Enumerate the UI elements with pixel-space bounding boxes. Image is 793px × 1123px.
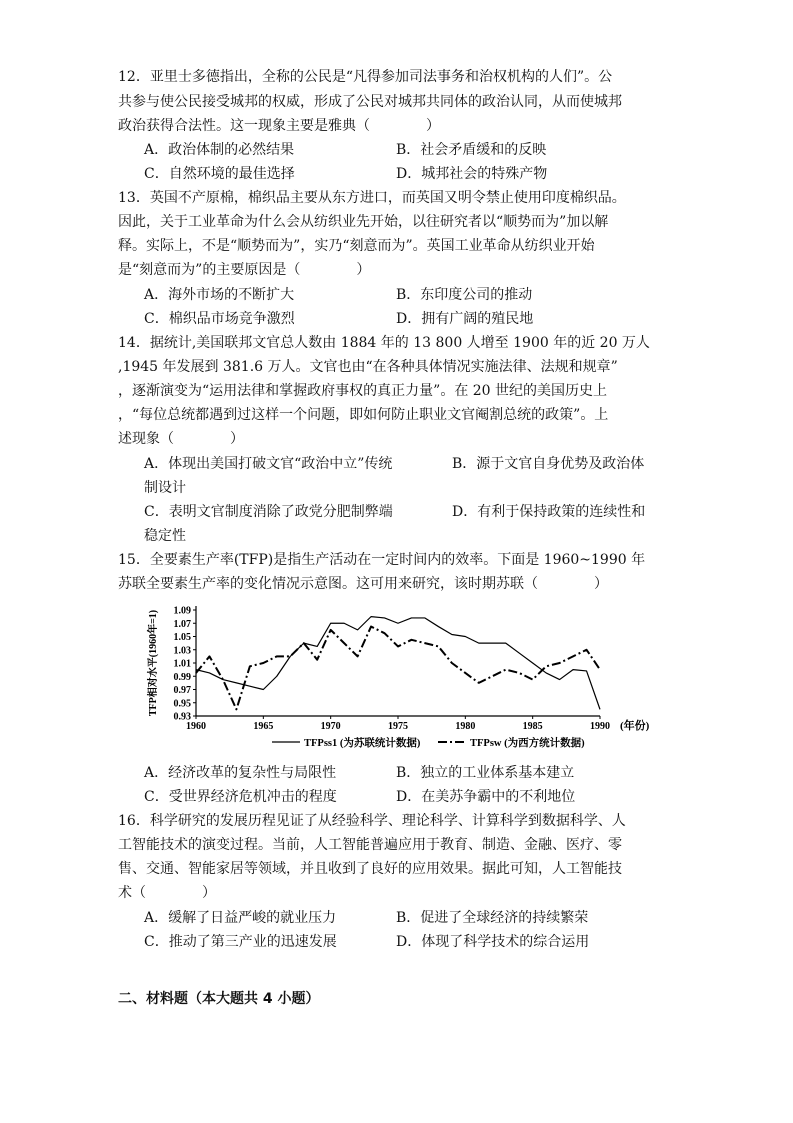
legend-label: TFPsw (为西方统计数据) — [470, 738, 585, 749]
q16-line-1: 16．科学研究的发展历程见证了从经验科学、理论科学、计算科学到数据科学、人 — [118, 813, 626, 829]
y-tick-label: 0.97 — [173, 685, 191, 696]
q13-option-d: D．拥有广阔的殖民地 — [396, 311, 534, 327]
q14-option-d-cont: 稳定性 — [144, 528, 186, 544]
q12-line-2: 共参与使公民接受城邦的权威，形成了公民对城邦共同体的政治认同，从而使城邦 — [118, 94, 622, 110]
tfp-chart — [140, 598, 660, 758]
q16-option-c: C．推动了第三产业的迅速发展 — [144, 934, 337, 950]
q13-line-2: 因此，关于工业革命为什么会从纺织业先开始，以往研究者以“顺势而为”加以解 — [118, 214, 609, 230]
q14-line-1: 14．据统计,美国联邦文官总人数由 1884 年的 13 800 人增至 1900 年的近 20 万人 — [118, 335, 650, 351]
y-tick-label: 0.95 — [173, 698, 191, 710]
q13-option-b: B．东印度公司的推动 — [396, 287, 533, 303]
q12-option-d: D．城邦社会的特殊产物 — [396, 166, 548, 182]
q15-option-d: D．在美苏争霸中的不利地位 — [396, 789, 576, 805]
q12-option-a: A．政治体制的必然结果 — [144, 142, 295, 158]
q14-option-c: C．表明文官制度消除了政党分肥制弊端 — [144, 504, 393, 520]
q14-option-b-cont: 制设计 — [144, 480, 186, 496]
y-tick-label: 0.93 — [173, 711, 191, 723]
y-tick-label: 1.09 — [173, 605, 191, 617]
q16-option-a: A．缓解了日益严峻的就业压力 — [144, 910, 337, 926]
q16-line-3: 售、交通、智能家居等领域，并且收到了良好的应用效果。据此可知，人工智能技 — [118, 861, 622, 877]
q14-option-d: D．有利于保持政策的连续性和 — [452, 504, 646, 520]
q13-line-3: 释。实际上，不是“顺势而为”，实乃“刻意而为”。英国工业革命从纺织业开始 — [118, 238, 595, 254]
q15-line-2: 苏联全要素生产率的变化情况示意图。这可用来研究，该时期苏联（ ） — [118, 576, 608, 592]
q15-option-c: C．受世界经济危机冲击的程度 — [144, 789, 337, 805]
x-axis-unit: (年份) — [620, 720, 650, 732]
q12-line-1: 12．亚里士多德指出，全称的公民是“凡得参加司法事务和治权机构的人们”。公 — [118, 69, 613, 85]
q16-option-d: D．体现了科学技术的综合运用 — [396, 934, 590, 950]
q12-option-c: C．自然环境的最佳选择 — [144, 166, 295, 182]
q14-line-4: ，“每位总统都遇到过这样一个问题，即如何防止职业文官阉割总统的政策”。上 — [118, 407, 609, 423]
q12-line-3: 政治获得合法性。这一现象主要是雅典（ ） — [118, 118, 440, 134]
q15-option-a: A．经济改革的复杂性与局限性 — [144, 765, 337, 781]
x-tick-label: 1970 — [320, 721, 341, 732]
q14-line-3: ，逐渐演变为“运用法律和掌握政府事权的真正力量”。在 20 世纪的美国历史上 — [118, 383, 608, 399]
x-tick-label: 1960 — [186, 721, 206, 732]
q16-option-b: B．促进了全球经济的持续繁荣 — [396, 910, 589, 926]
x-tick-label: 1975 — [388, 721, 408, 732]
x-tick-label: 1980 — [455, 721, 476, 732]
q13-option-a: A．海外市场的不断扩大 — [144, 287, 295, 303]
y-tick-label: 0.99 — [173, 671, 191, 683]
q14-line-2: ,1945 年发展到 381.6 万人。文官也由“在各种具体情况实施法律、法规和规章” — [118, 359, 618, 375]
y-tick-label: 1.07 — [173, 618, 191, 630]
y-tick-label: 1.01 — [173, 658, 191, 670]
x-tick-label: 1990 — [590, 721, 610, 732]
q14-option-b: B．源于文官自身优势及政治体 — [452, 456, 645, 472]
y-axis-label: TFP相对水平(1960年=1) — [148, 609, 159, 717]
q15-option-b: B．独立的工业体系基本建立 — [396, 765, 575, 781]
q14-option-a: A．体现出美国打破文官“政治中立”传统 — [144, 456, 393, 472]
y-tick-label: 1.03 — [173, 645, 191, 657]
q13-option-c: C．棉织品市场竞争激烈 — [144, 311, 295, 327]
q16-line-4: 术（ ） — [118, 885, 216, 901]
q14-line-5: 述现象（ ） — [118, 431, 244, 447]
q13-line-1: 13．英国不产原棉，棉织品主要从东方进口，而英国又明令禁止使用印度棉织品。 — [118, 190, 626, 206]
series-line-tfpss1 — [196, 617, 600, 710]
x-tick-label: 1965 — [253, 721, 274, 732]
legend-label: TFPss1 (为苏联统计数据) — [304, 738, 421, 749]
q12-option-b: B．社会矛盾缓和的反映 — [396, 142, 547, 158]
q15-line-1: 15．全要素生产率(TFP)是指生产活动在一定时间内的效率。下面是 1960~1990 年 — [118, 552, 646, 568]
q13-line-4: 是“刻意而为”的主要原因是（ ） — [118, 262, 371, 278]
y-tick-label: 1.05 — [173, 632, 191, 643]
x-tick-label: 1985 — [522, 721, 543, 732]
q16-line-2: 工智能技术的演变过程。当前，人工智能普遍应用于教育、制造、金融、医疗、零 — [118, 837, 622, 853]
section-heading: 二、材料题（本大题共 4 小题） — [118, 991, 320, 1007]
